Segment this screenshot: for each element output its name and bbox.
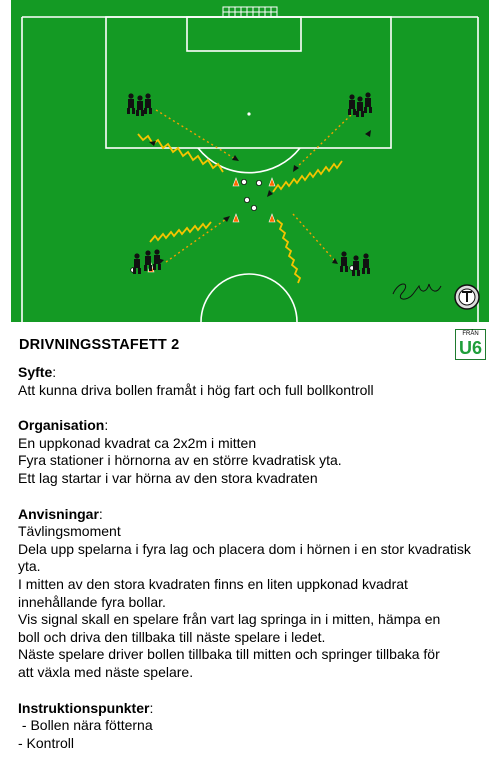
penalty-spot (247, 112, 250, 115)
drill-title: DRIVNINGSSTAFETT 2 (19, 337, 180, 353)
age-badge (455, 329, 486, 360)
instruktionspunkter-line: - Kontroll (18, 734, 75, 751)
anvisningar-line: att växla med näste spelare. (18, 663, 194, 680)
age-badge-label: FRÅN (462, 331, 479, 337)
age-badge-value: U6 (458, 338, 482, 358)
anvisningar-line: Vis signal skall en spelare från vart lag springa in i mitten, hämpa en (18, 611, 441, 628)
ball (256, 180, 261, 185)
anvisningar-line: I mitten av den stora kvadraten finns en liten uppkonad kvadrat (18, 575, 408, 592)
organisation-line: En uppkonad kvadrat ca 2x2m i mitten (18, 434, 257, 451)
syfte-line: Att kunna driva bollen framåt i hög fart och full bollkontroll (18, 381, 374, 398)
ball (251, 205, 256, 210)
club-crest-logo (455, 285, 479, 309)
section-heading-instruktionspunkter: Instruktionspunkter (18, 699, 150, 716)
organisation-line: Fyra stationer i hörnorna av en större kvadratisk yta. (18, 452, 342, 469)
section-heading-syfte: Syfte (18, 364, 53, 380)
ball (244, 197, 249, 202)
anvisningar-line: yta. (18, 558, 41, 575)
drill-description: Syfte: Att kunna driva bollen framåt i hög fart och full bollkontroll Organisation: En uppkonad kvadrat ca 2x2m i mitten Fyra stationer i hörnorna av en större kvadratisk yta. Ett lag startar i var hörna av den stora kvadraten Anvisningar: Tävlingsmoment Dela upp spelarna i fyra lag och placera dom i hörnen i en stor kvadratisk yta. I mitten av den stora kvadraten finns en liten uppkonad kvadrat innehållande fyra bollar. Vis signal skall en spelare från vart lag springa in i mitten, hämpa en boll och driva den tillbaka till näste spelare i ledet. Näste spelare driver bollen tillbaka till mitten och springer tillbaka för att växla med näste spelare. Instruktionspunkter: - Bollen nära fötterna - Kontroll (18, 364, 498, 752)
anvisningar-line: Tävlingsmoment (18, 523, 121, 540)
anvisningar-line: boll och driva den tillbaka till näste spelare i ledet. (18, 628, 326, 645)
organisation-line: Ett lag startar i var hörna av den stora kvadraten (18, 469, 318, 486)
anvisningar-line: Näste spelare driver bollen tillbaka till mitten och springer tillbaka för (18, 646, 440, 663)
ball (241, 179, 246, 184)
section-heading-anvisningar: Anvisningar (18, 505, 99, 522)
instruktionspunkter-line: - Bollen nära fötterna (18, 717, 153, 734)
anvisningar-line: Dela upp spelarna i fyra lag och placera dom i hörnen i en stor kvadratisk (18, 540, 471, 557)
section-heading-organisation: Organisation (18, 417, 105, 434)
anvisningar-line: innehållande fyra bollar. (18, 593, 166, 610)
drill-diagram (11, 0, 489, 322)
